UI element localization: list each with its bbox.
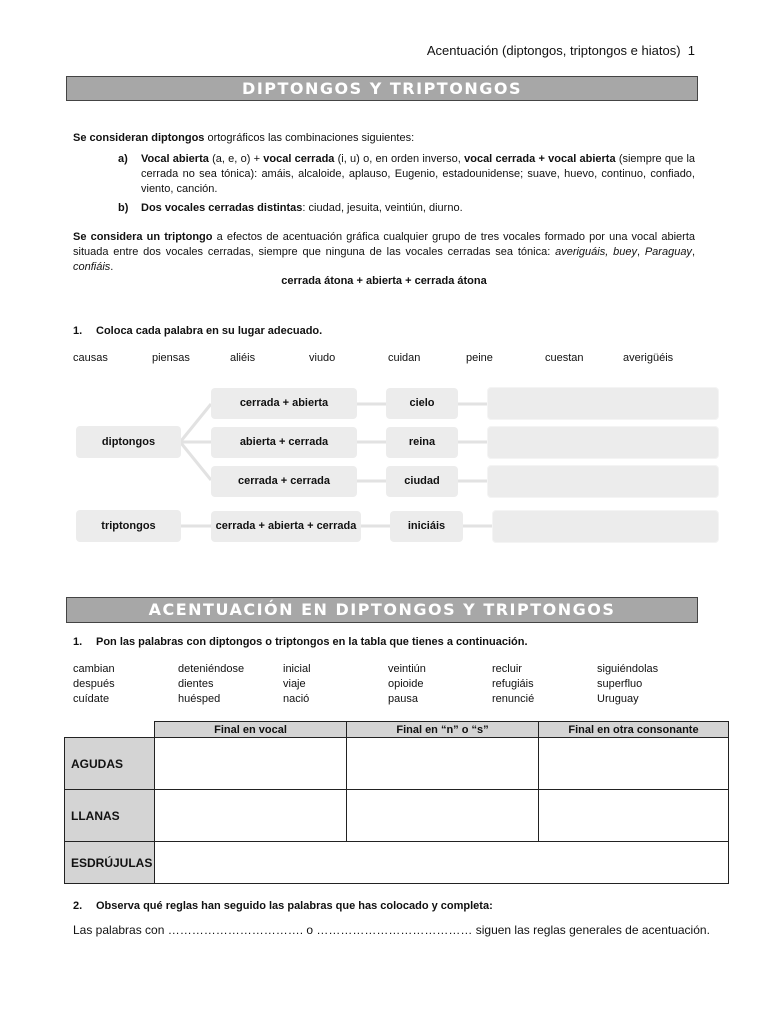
word-item: viudo: [309, 352, 336, 364]
header-title: Acentuación (diptongos, triptongos e hiatos): [426, 43, 681, 58]
bold-text: vocal cerrada: [263, 153, 335, 165]
column-header: Final en vocal: [155, 722, 347, 738]
bold-text: Se considera un triptongo: [73, 231, 213, 243]
word-item: dientes: [178, 678, 214, 690]
diptongos-box: diptongos: [76, 426, 181, 458]
triptongos-box: triptongos: [76, 510, 181, 542]
word-item: veintiún: [388, 663, 426, 675]
type-box-triptongo: cerrada + abierta + cerrada: [211, 511, 361, 542]
word-item: después: [73, 678, 115, 690]
word-column: [388, 662, 426, 707]
word-column: [283, 662, 311, 707]
italic-text: confiáis: [73, 261, 111, 273]
word-column: [597, 662, 658, 707]
word-item: renuncié: [492, 693, 535, 705]
answer-box-cerrada-abierta[interactable]: [487, 387, 719, 420]
table-cell[interactable]: [155, 790, 347, 842]
word-item: cuestan: [545, 352, 584, 364]
list-marker-a: a): [118, 153, 128, 165]
bold-text: Vocal abierta: [141, 153, 209, 165]
bold-text: vocal cerrada + vocal abierta: [464, 153, 616, 165]
accentuation-table: [64, 721, 729, 884]
answer-box-cerrada-cerrada[interactable]: [487, 465, 719, 498]
column-header: Final en “n” o “s”: [347, 722, 539, 738]
answer-box-abierta-cerrada[interactable]: [487, 426, 719, 459]
exercise-text: Coloca cada palabra en su lugar adecuado.: [96, 325, 323, 337]
word-column: [178, 662, 244, 707]
table-cell[interactable]: [539, 790, 729, 842]
word-item: deteniéndose: [178, 663, 245, 675]
exercise-number: 1.: [73, 325, 83, 337]
text: .: [110, 261, 114, 273]
fill-in-sentence[interactable]: Las palabras con ……………………………. o ………………………………… siguen las reglas generales de acentuación.: [73, 923, 710, 937]
section-title-diptongos: DIPTONGOS Y TRIPTONGOS: [66, 76, 698, 101]
table-row: [65, 842, 729, 884]
table-corner: [65, 722, 155, 738]
word-item: Uruguay: [597, 693, 639, 705]
triptongo-formula: cerrada átona + abierta + cerrada átona: [281, 275, 487, 287]
intro-rest: ortográficos las combinaciones siguientes:: [204, 132, 415, 144]
italic-text: averiguáis, buey: [555, 246, 637, 258]
list-marker-b: b): [118, 202, 129, 214]
word-column: [73, 662, 115, 707]
word-item: huésped: [178, 693, 221, 705]
text: (i, u) o, en orden inverso,: [334, 153, 465, 165]
italic-text: Paraguay: [644, 246, 692, 258]
intro-bold: Se consideran diptongos: [73, 132, 205, 144]
table-cell[interactable]: [347, 790, 539, 842]
word-item: cuidan: [388, 352, 421, 364]
connector-line: [181, 443, 211, 480]
column-header: Final en otra consonante: [539, 722, 729, 738]
word-item: peine: [466, 352, 493, 364]
type-box-cerrada-cerrada: cerrada + cerrada: [211, 466, 357, 497]
word-grid: [73, 662, 713, 707]
table-cell[interactable]: [539, 738, 729, 790]
word-item: aliéis: [230, 352, 256, 364]
example-box-cielo: cielo: [386, 388, 458, 419]
exercise-2-1-title: [73, 636, 528, 648]
page-number: 1: [687, 43, 695, 58]
connector-line: [181, 404, 211, 441]
row-header-llanas: LLANAS: [65, 790, 155, 842]
exercise-2-2-title: [73, 900, 493, 912]
example-box-iniciais: iniciáis: [390, 511, 463, 542]
table-header-row: [65, 722, 729, 738]
type-box-abierta-cerrada: abierta + cerrada: [211, 427, 357, 458]
word-item: viaje: [283, 678, 306, 690]
text: (a, e, o) +: [208, 153, 264, 165]
word-item: averigüéis: [623, 352, 674, 364]
word-item: cuídate: [73, 693, 110, 705]
bold-text: Dos vocales cerradas distintas: [141, 202, 303, 214]
word-item: opioide: [388, 678, 424, 690]
section-title-acentuacion: ACENTUACIÓN EN DIPTONGOS Y TRIPTONGOS: [66, 597, 698, 623]
word-item: superfluo: [597, 678, 643, 690]
word-column: [492, 662, 534, 707]
word-item: cambian: [73, 663, 115, 675]
example-box-ciudad: ciudad: [386, 466, 458, 497]
example-box-reina: reina: [386, 427, 458, 458]
word-item: siguiéndolas: [597, 663, 659, 675]
table-row: [65, 738, 729, 790]
text: ,: [636, 246, 645, 258]
table-cell[interactable]: [155, 842, 729, 884]
text: ,: [691, 246, 695, 258]
row-header-agudas: AGUDAS: [65, 738, 155, 790]
word-item: piensas: [152, 352, 190, 364]
word-item: causas: [73, 352, 108, 364]
word-item: inicial: [283, 663, 311, 675]
row-header-esdrujulas: ESDRÚJULAS: [65, 842, 155, 884]
exercise-number: 1.: [73, 636, 83, 648]
word-item: recluir: [492, 663, 522, 675]
word-item: refugiáis: [492, 678, 534, 690]
word-item: nació: [283, 693, 310, 705]
table-cell[interactable]: [155, 738, 347, 790]
answer-box-triptongo[interactable]: [492, 510, 719, 543]
text: (siempre que la cerrada no sea tónica): amáis, alcaloide, aplauso, Eugenio, estadounidense; suave, huevo, continuo, confiado, viento, canción.: [141, 153, 696, 195]
text: a efectos de acentuación gráfica cualquier grupo de tres vocales formado por una vocal abierta situada entre dos vocales cerradas, siempre que ninguna de las vocales cerradas sea tónica:: [73, 231, 695, 258]
exercise-text: Observa qué reglas han seguido las palabras que has colocado y completa:: [96, 900, 493, 912]
type-box-cerrada-abierta: cerrada + abierta: [211, 388, 357, 419]
text: : ciudad, jesuita, veintiún, diurno.: [302, 202, 463, 214]
table-row: [65, 790, 729, 842]
table-cell[interactable]: [347, 738, 539, 790]
exercise-text: Pon las palabras con diptongos o triptongos en la tabla que tienes a continuación.: [96, 636, 528, 648]
word-item: pausa: [388, 693, 418, 705]
exercise-number: 2.: [73, 900, 83, 912]
